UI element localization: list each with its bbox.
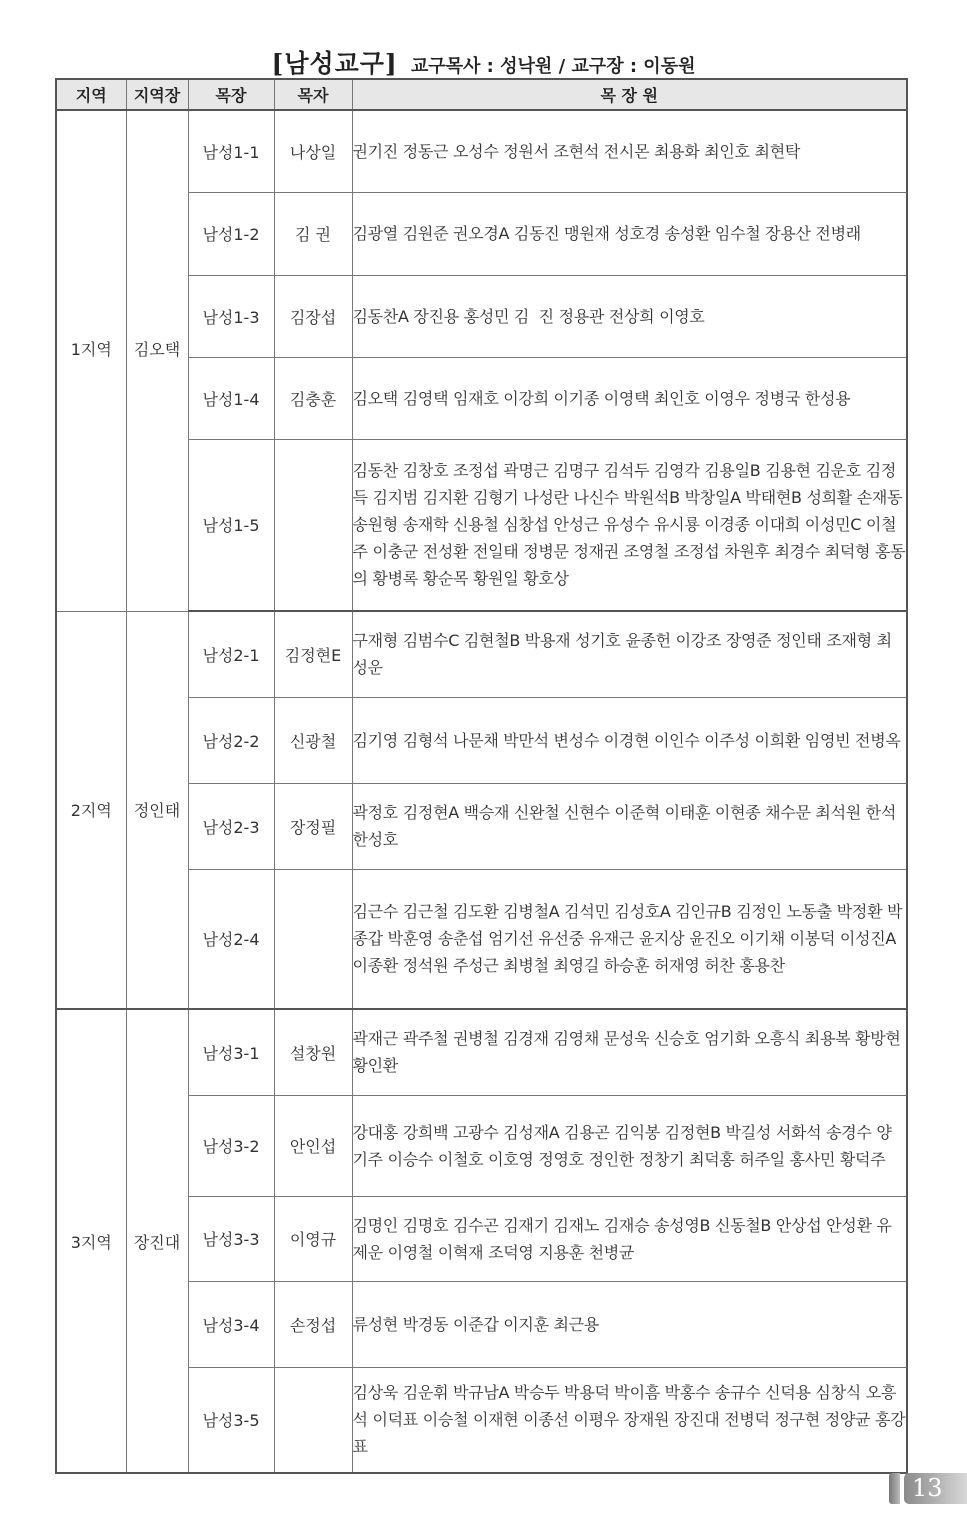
region-cell: 2지역 [56, 611, 126, 1009]
group-name: 남성3-1 [188, 1009, 274, 1095]
group-members: 김상욱 김운휘 박규남A 박승두 박용덕 박이흠 박홍수 송규수 신덕용 심창식 오흥석 이덕표 이승철 이재현 이종선 이평우 장재원 장진대 전병덕 정구현 정양균 홍강표 [352, 1367, 907, 1473]
region-leader-cell: 장진대 [126, 1009, 188, 1473]
page-title [0, 44, 967, 80]
group-members: 곽재근 곽주철 권병철 김경재 김영채 문성욱 신승호 엄기화 오흥식 최용복 황방현 황인환 [352, 1009, 907, 1095]
group-pastor [274, 869, 352, 1009]
group-name: 남성2-2 [188, 697, 274, 783]
group-pastor [274, 439, 352, 611]
group-members: 김동찬 김창호 조정섭 곽명근 김명구 김석두 김영각 김용일B 김용현 김운호 김정득 김지범 김지환 김형기 나성란 나신수 박원석B 박창일A 박태현B 성희활 손재동 송원형 송재학 신용철 심창섭 안성근 유성수 유시룡 이경종 이대희 이성민C 이철주 이충군 전성환 전일태 정병문 정재권 조영철 조정섭 차원후 최경수 최덕형 홍동의 황병록 황순목 황원일 황호상 [352, 439, 907, 611]
group-pastor: 나상일 [274, 110, 352, 192]
group-members: 강대홍 강희백 고광수 김성재A 김용곤 김익봉 김정현B 박길성 서화석 송경수 양기주 이승수 이철호 이호영 정영호 정인한 정창기 최덕홍 허주일 홍사민 황덕주 [352, 1095, 907, 1196]
column-header-region-leader: 지역장 [126, 79, 188, 110]
group-pastor: 신광철 [274, 697, 352, 783]
group-members: 김광열 김원준 권오경A 김동진 맹원재 성호경 송성환 임수철 장용산 전병래 [352, 192, 907, 275]
region-leader-cell [126, 110, 188, 611]
group-members: 김명인 김명호 김수곤 김재기 김재노 김재승 송성영B 신동철B 안상섭 안성환 유제운 이영철 이혁재 조덕영 지용훈 천병균 [352, 1196, 907, 1281]
group-name: 남성3-2 [188, 1095, 274, 1196]
table-row [56, 611, 907, 697]
group-name: 남성1-3 [188, 275, 274, 357]
group-name: 남성3-3 [188, 1196, 274, 1281]
column-header-region: 지역 [56, 79, 126, 110]
group-pastor: 김 권 [274, 192, 352, 275]
column-header-group: 목장 [188, 79, 274, 110]
group-name: 남성1-4 [188, 357, 274, 439]
column-header-pastor: 목자 [274, 79, 352, 110]
district-title: [남성교구] [271, 49, 398, 78]
group-members: 구재형 김범수C 김현철B 박용재 성기호 윤종헌 이강조 장영준 정인태 조재형 최성운 [352, 611, 907, 697]
group-members: 김근수 김근철 김도환 김병철A 김석민 김성호A 김인규B 김정인 노동출 박정환 박종갑 박훈영 송춘섭 엄기선 유선중 유재근 윤지상 윤진오 이기채 이봉덕 이성진A 이종환 정석원 주성근 최병철 최영길 하승훈 허재영 허찬 홍용찬 [352, 869, 907, 1009]
group-name: 남성1-1 [188, 110, 274, 192]
district-subtitle: 교구목사 : 성낙원 / 교구장 : 이동원 [410, 56, 696, 77]
group-pastor: 안인섭 [274, 1095, 352, 1196]
page-number: 13 [904, 1473, 967, 1504]
column-header-members: 목 장 원 [352, 79, 907, 110]
group-members: 김기영 김형석 나문채 박만석 변성수 이경현 이인수 이주성 이희환 임영빈 전병옥 [352, 697, 907, 783]
group-pastor: 김장섭 [274, 275, 352, 357]
group-name: 남성3-5 [188, 1367, 274, 1473]
group-name: 남성1-2 [188, 192, 274, 275]
group-members: 김동찬A 장진용 홍성민 김 진 정용관 전상희 이영호 [352, 275, 907, 357]
table-row [56, 1009, 907, 1095]
group-members: 류성현 박경동 이준갑 이지훈 최근용 [352, 1281, 907, 1367]
group-pastor: 손정섭 [274, 1281, 352, 1367]
page-tab-decoration [889, 1473, 900, 1504]
group-name: 남성1-5 [188, 439, 274, 611]
group-members: 곽정호 김정현A 백승재 신완철 신현수 이준혁 이태훈 이현종 채수문 최석원 한석 한성호 [352, 783, 907, 869]
page-number-tab [889, 1473, 967, 1504]
roster-table [55, 78, 908, 1474]
region-leader-label: 김오택 [133, 340, 181, 359]
region-leader-cell: 정인태 [126, 611, 188, 1009]
group-name: 남성2-1 [188, 611, 274, 697]
group-name: 남성2-4 [188, 869, 274, 1009]
group-pastor: 김정현E [274, 611, 352, 697]
group-pastor: 김충훈 [274, 357, 352, 439]
group-members: 김오택 김영택 임재호 이강희 이기종 이영택 최인호 이영우 정병국 한성용 [352, 357, 907, 439]
group-pastor: 이영규 [274, 1196, 352, 1281]
group-pastor: 장정필 [274, 783, 352, 869]
table-row [56, 110, 907, 192]
region-label: 1지역 [70, 340, 112, 359]
group-pastor [274, 1367, 352, 1473]
region-cell [56, 110, 126, 611]
region-cell: 3지역 [56, 1009, 126, 1473]
group-pastor: 설창원 [274, 1009, 352, 1095]
table-header-row [56, 79, 907, 110]
group-name: 남성2-3 [188, 783, 274, 869]
group-name: 남성3-4 [188, 1281, 274, 1367]
group-members: 권기진 정동근 오성수 정원서 조현석 전시몬 최용화 최인호 최현탁 [352, 110, 907, 192]
